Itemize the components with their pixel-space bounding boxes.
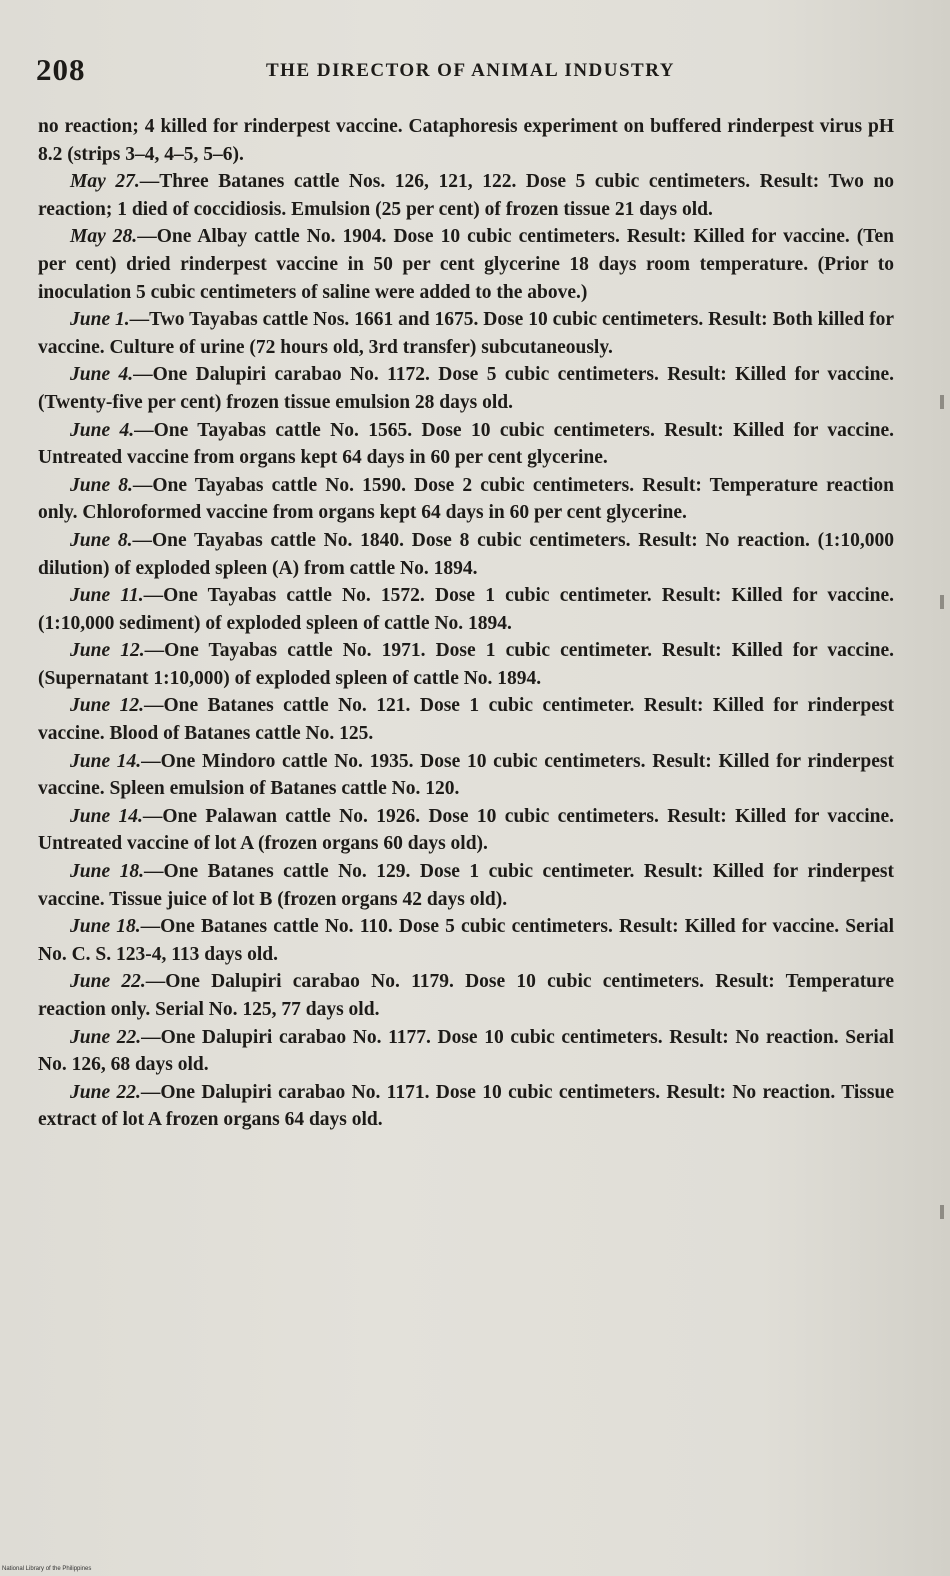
log-entry [38,417,894,472]
entry-date: May 27. [70,171,140,193]
margin-mark [940,395,944,409]
entry-text: —One Dalupiri carabao No. 1172. Dose 5 cubic centimeters. Result: Killed for vaccine. (Twenty-five per cent) frozen tissue emulsion 28 days old. [38,364,894,413]
entry-date: June 4. [70,419,135,441]
body-text [38,113,894,1134]
entry-date: June 1. [70,309,130,331]
entry-date: June 18. [70,861,144,883]
entry-date: June 22. [70,1081,141,1103]
entry-text: —One Dalupiri carabao No. 1177. Dose 10 cubic centimeters. Result: No reaction. Serial No. 126, 68 days old. [38,1026,894,1076]
entry-text: —One Dalupiri carabao No. 1171. Dose 10 cubic centimeters. Result: No reaction. Tissue extract of lot A frozen organs 64 days old. [38,1081,894,1131]
log-entry [38,858,894,913]
entry-text: —One Dalupiri carabao No. 1179. Dose 10 cubic centimeters. Result: Temperature reaction only. Serial No. 125, 77 days old. [38,971,894,1020]
margin-mark [940,595,944,609]
entry-date: June 14. [70,750,142,772]
log-entry [38,582,894,637]
log-entry [38,637,894,692]
log-entry [38,306,894,361]
entry-text: —One Mindoro cattle No. 1935. Dose 10 cubic centimeters. Result: Killed for rinderpest vaccine. Spleen emulsion of Batanes cattle No. 120. [38,750,894,800]
entry-text: —One Tayabas cattle No. 1565. Dose 10 cubic centimeters. Result: Killed for vaccine. Untreated vaccine from organs kept 64 days in 60 per cent glycerine. [38,419,894,469]
log-entry [38,168,894,223]
continuation-paragraph: no reaction; 4 killed for rinderpest vaccine. Cataphoresis experiment on buffered rinderpest virus pH 8.2 (strips 3–4, 4–5, 5–6). [38,116,894,165]
entry-text: —One Batanes cattle No. 129. Dose 1 cubic centimeter. Result: Killed for rinderpest vaccine. Tissue juice of lot B (frozen organs 42 days old). [38,861,894,910]
entry-text: —One Batanes cattle No. 121. Dose 1 cubic centimeter. Result: Killed for rinderpest vaccine. Blood of Batanes cattle No. 125. [38,695,894,745]
entry-text: —One Tayabas cattle No. 1590. Dose 2 cubic centimeters. Result: Temperature reaction only. Chloroformed vaccine from organs kept 64 days in 60 per cent glycerine. [38,474,894,524]
entry-text: —One Palawan cattle No. 1926. Dose 10 cubic centimeters. Result: Killed for vaccine. Untreated vaccine of lot A (frozen organs 60 days old). [38,805,894,855]
entry-date: May 28. [70,226,138,248]
entry-date: June 22. [70,1026,142,1048]
page-header [36,52,906,92]
entry-date: June 8. [70,529,133,551]
entry-date: June 8. [70,474,133,496]
log-entry [38,803,894,858]
log-entry [38,361,894,416]
log-entry [38,1079,894,1134]
entry-date: June 12. [70,695,144,717]
entry-date: June 4. [70,364,134,386]
entry-text: —One Tayabas cattle No. 1572. Dose 1 cubic centimeter. Result: Killed for vaccine. (1:10,000 sediment) of exploded spleen of cattle No. 1894. [38,585,894,634]
log-entry [38,913,894,968]
log-entry [38,527,894,582]
entry-date: June 18. [70,916,141,938]
entry-text: —One Tayabas cattle No. 1840. Dose 8 cubic centimeters. Result: No reaction. (1:10,000 dilution) of exploded spleen (A) from cattle No. 1894. [38,529,894,579]
log-entry [38,692,894,747]
log-entry [38,472,894,527]
page-number: 208 [36,52,86,87]
entry-text: —Three Batanes cattle Nos. 126, 121, 122. Dose 5 cubic centimeters. Result: Two no reaction; 1 died of coccidiosis. Emulsion (25 per cent) of frozen tissue 21 days old. [38,171,895,220]
footer-credit: National Library of the Philippines [2,1566,92,1572]
entry-date: June 11. [70,585,144,607]
entry-date: June 14. [70,805,143,827]
entry-list [38,168,894,1134]
entry-date: June 12. [70,640,145,662]
log-entry [38,968,894,1023]
log-entry [38,223,894,306]
margin-mark [940,1205,944,1219]
entry-text: —One Batanes cattle No. 110. Dose 5 cubic centimeters. Result: Killed for vaccine. Serial No. C. S. 123-4, 113 days old. [38,916,894,965]
entry-date: June 22. [70,971,146,993]
entry-text: —Two Tayabas cattle Nos. 1661 and 1675. Dose 10 cubic centimeters. Result: Both killed for vaccine. Culture of urine (72 hours old, 3rd transfer) subcutaneously. [38,309,894,358]
running-head: THE DIRECTOR OF ANIMAL INDUSTRY [266,60,676,81]
entry-text: —One Albay cattle No. 1904. Dose 10 cubic centimeters. Result: Killed for vaccine. (Ten per cent) dried rinderpest vaccine in 50 per cent glycerine 18 days room temperature. (Prior to inoculation 5 cubic centimeters of saline were added to the above.) [38,226,894,303]
entry-text: —One Tayabas cattle No. 1971. Dose 1 cubic centimeter. Result: Killed for vaccine. (Supernatant 1:10,000) of exploded spleen of cattle No. 1894. [38,640,894,689]
log-entry [38,1024,894,1079]
log-entry [38,748,894,803]
